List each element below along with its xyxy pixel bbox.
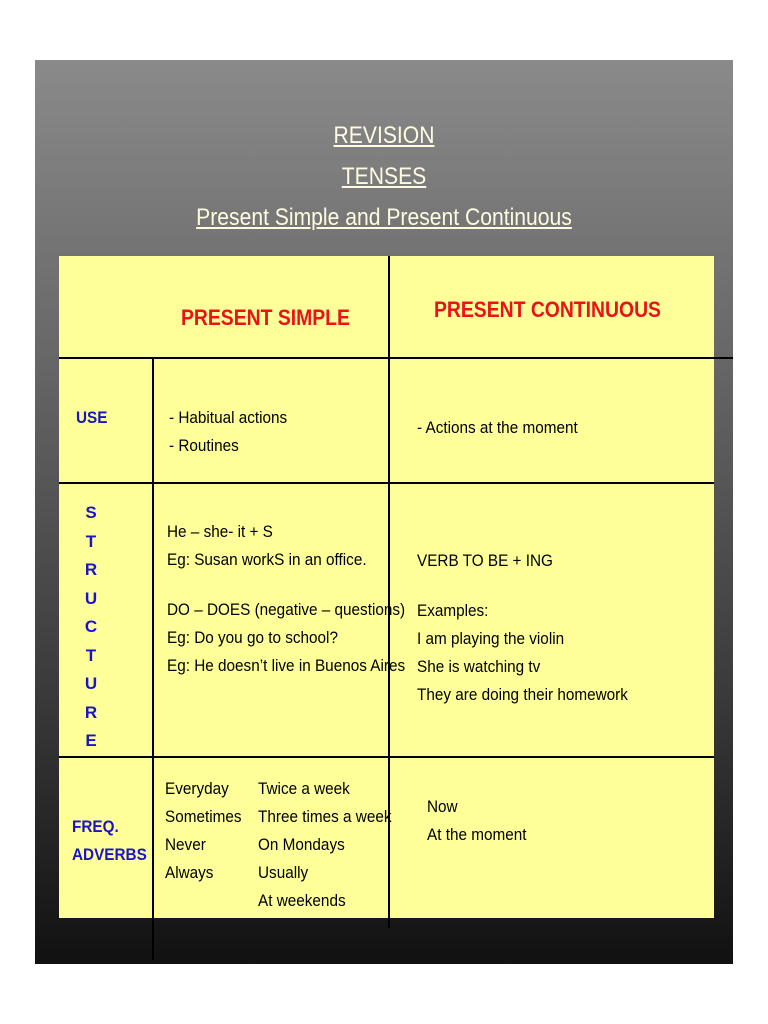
grid-line-extension [152,918,154,960]
structure-letter: C [84,617,98,636]
structure-simple-line: Eg: Do you go to school? [167,628,338,647]
structure-simple-line: DO – DOES (negative – questions) [167,600,406,619]
freq-adverb: Twice a week [258,779,350,798]
grid-line [59,482,714,484]
grid-line-extension [714,357,733,359]
row-label-freq-adverbs [72,813,147,869]
header-present-continuous: PRESENT CONTINUOUS [434,297,661,322]
freq-label-line: ADVERBS [72,845,147,864]
structure-letter: T [85,531,97,551]
structure-letter: R [84,702,98,722]
freq-simple-col1 [165,775,242,887]
use-simple-line: - Routines [169,436,239,455]
freq-adverb: On Mondays [258,835,345,854]
freq-adverb: Sometimes [165,807,242,826]
freq-adverb: Never [165,835,206,854]
use-continuous-line: - Actions at the moment [417,418,578,437]
structure-continuous-line: VERB TO BE + ING [417,551,553,570]
structure-continuous-line: Examples: [417,601,489,620]
row-label-structure [81,499,101,756]
structure-letter: T [85,645,97,665]
grid-line-extension [388,918,390,928]
structure-letter: U [84,588,98,608]
structure-simple [167,518,405,680]
freq-adverb: Usually [258,863,309,882]
grid-line [152,358,154,918]
structure-letter: E [85,731,97,750]
use-simple-line: - Habitual actions [169,408,288,427]
freq-continuous-line: Now [427,797,458,816]
freq-label-line: FREQ. [72,817,119,836]
structure-simple-line: Eg: Susan workS in an office. [167,550,367,569]
freq-adverb: Always [165,863,214,882]
freq-adverb: At weekends [258,891,346,910]
title-tenses: TENSES [341,163,427,190]
title-subtitle: Present Simple and Present Continuous [196,204,572,231]
structure-continuous-line: I am playing the violin [417,629,565,648]
tenses-table [59,256,714,918]
freq-simple-col2 [258,775,392,915]
grid-line [59,357,714,359]
grid-line [59,756,714,758]
title-revision: REVISION [333,122,435,149]
use-continuous [417,414,578,442]
freq-continuous-line: At the moment [427,825,527,844]
structure-continuous [417,547,628,709]
structure-simple-line: Eg: He doesn’t live in Buenos Aires [167,656,406,675]
header-present-simple: PRESENT SIMPLE [181,305,350,330]
freq-adverb: Everyday [165,779,229,798]
structure-letter: U [84,674,98,693]
freq-adverb: Three times a week [258,807,392,826]
structure-simple-line: He – she- it + S [167,522,273,541]
structure-continuous-line: They are doing their homework [417,685,628,704]
slide-title [35,115,733,238]
row-label-use: USE [76,408,108,427]
freq-continuous [427,793,527,849]
structure-continuous-line: She is watching tv [417,657,541,676]
structure-letter: S [85,503,97,522]
structure-letter: R [84,560,98,579]
use-simple [169,404,287,460]
